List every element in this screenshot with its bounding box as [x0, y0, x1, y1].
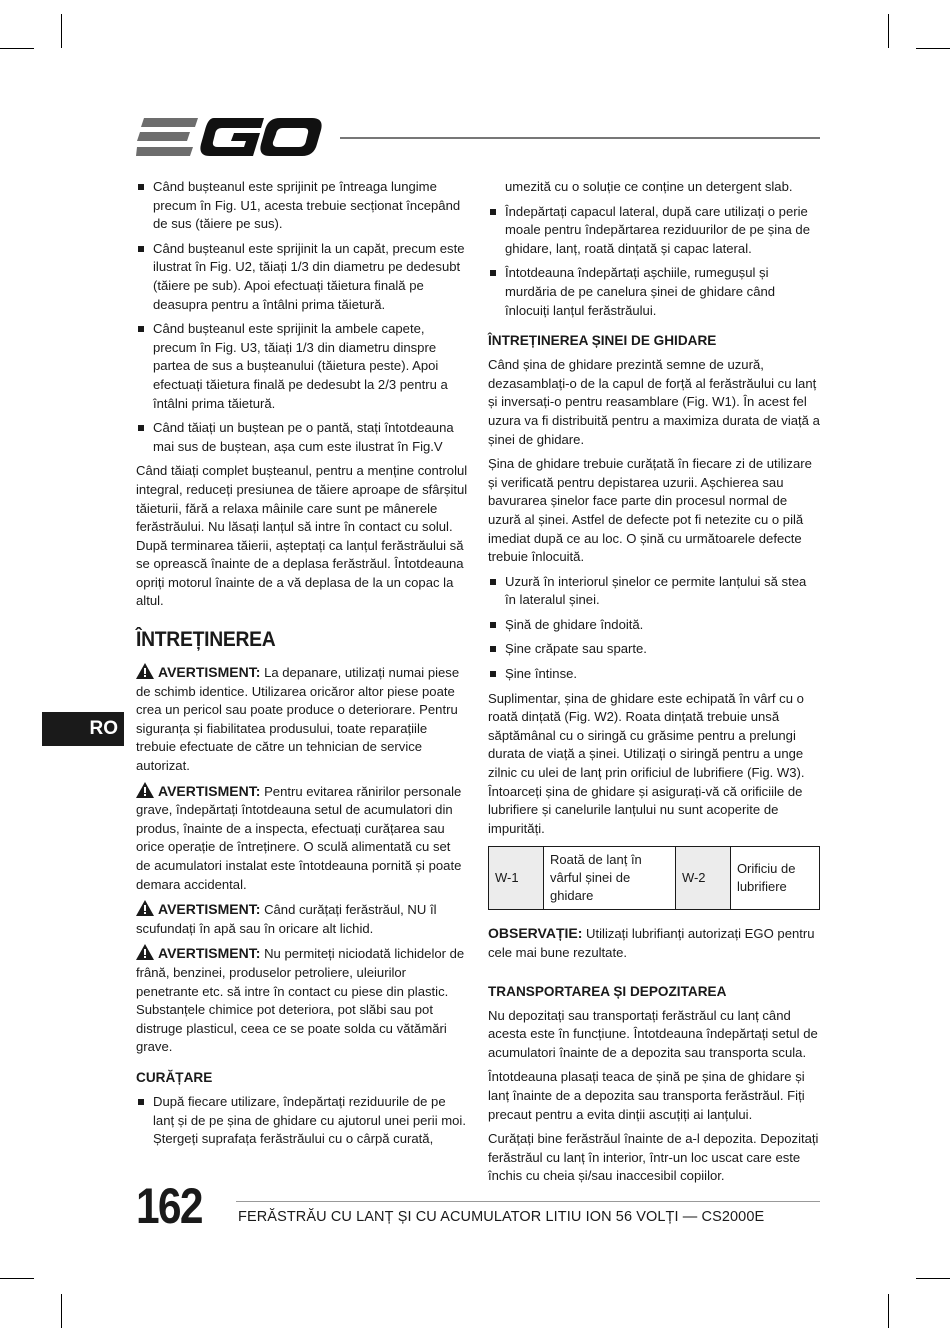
- list-item: Întotdeauna îndepărtați așchiile, rumegușul și murdăria de pe canelura șinei de ghidare când înlocuiți lanțul ferăstrăului.: [488, 264, 820, 320]
- maintenance-heading: ÎNTREȚINEREA: [136, 628, 276, 652]
- cleaning-bullets-continued: [488, 178, 820, 320]
- table-cell: W-2: [675, 847, 730, 910]
- list-item: Când tăiați un buștean pe o pantă, stați întotdeauna mai sus de buștean, așa cum este ilustrat în Fig.V: [136, 419, 468, 456]
- warning-2: AVERTISMENT: Pentru evitarea rănirilor personale grave, îndepărtați întotdeauna setul de acumulatori din produs, înainte de a inspecta, efectuați curățarea sau orice operație de întreținere. O sculă alimentată cu set de acumulatori instalat este întotdeauna pornită și poate demara accidental.: [136, 782, 462, 892]
- cleaning-bullets: [136, 1093, 468, 1149]
- storage-heading: TRANSPORTAREA ȘI DEPOZITAREA: [488, 983, 727, 999]
- warning-icon: [136, 900, 154, 916]
- right-column: [488, 178, 820, 1192]
- table-row: [489, 847, 820, 910]
- list-item: Îndepărtați capacul lateral, după care utilizați o perie moale pentru îndepărtarea reziduurilor de pe șina de ghidare, lanț, roată dințată și capac lateral.: [488, 203, 820, 259]
- list-item: Când bușteanul este sprijinit la ambele capete, precum în Fig. U3, tăiați 1/3 din diametru dinspre partea de sus a bușteanului (tăietura peste). Apoi efectuați tăietura finală pe dedesubt la 2/3 pentru a întâlni prima tăietură.: [136, 320, 468, 413]
- storage-paragraph-1: Nu depozitați sau transportați ferăstrăul cu lanț când acesta este în funcțiune. Întotdeauna îndepărtați setul de acumulatori înainte de a depozita sau transporta scula.: [488, 1007, 818, 1060]
- crop-mark: [916, 1278, 950, 1279]
- defect-bullets: [488, 573, 820, 684]
- list-item: Când bușteanul este sprijinit pe întreaga lungime precum în Fig. U1, acesta trebuie secționat începând de sus (tăiere pe sus).: [136, 178, 468, 234]
- cutting-bullets: [136, 178, 468, 456]
- warning-icon: [136, 782, 154, 798]
- bar-paragraph-1: Când șina de ghidare prezintă semne de uzură, dezasamblați-o de la capul de forță al ferăstrăului cu lanț și inversați-o pentru reasamblare (Fig. W1). În acest fel uzura va fi distribuită pentru a maximiza durata de viață a șinei de ghidare.: [488, 357, 820, 447]
- warning-icon: [136, 663, 154, 679]
- crop-mark: [888, 14, 889, 48]
- list-item: Când bușteanul este sprijinit la un capăt, precum este ilustrat în Fig. U2, tăiați 1/3 din diametru pe dedesubt (tăiere pe sub). Apoi efectuați tăietura finală pe deasupra pentru a întâlni prima tăietură.: [136, 240, 468, 314]
- ego-logo: [136, 116, 322, 158]
- crop-mark: [0, 48, 34, 49]
- bar-maintenance-heading: ÎNTREȚINEREA ȘINEI DE GHIDARE: [488, 333, 717, 349]
- storage-paragraph-2: Întotdeauna plasați teaca de șină pe șina de ghidare și lanț înainte de a depozita sau transporta ferăstrăul. Fiți precaut pentru a evita dinții ascuțiți ai lanțului.: [488, 1069, 805, 1122]
- warning-icon: [136, 944, 154, 960]
- list-item: După fiecare utilizare, îndepărtați reziduurile de pe lanț și de pe șina de ghidare cu ajutorul unei perii moi. Ștergeți suprafața ferăstrăului cu o cârpă curată,: [136, 1093, 468, 1149]
- warning-1: AVERTISMENT: La depanare, utilizați numai piese de schimb identice. Utilizarea oricăror altor piese poate crea un pericol sau poate produce o deteriorare. Pentru siguranța și fiabilitatea produsului, toate reparațiile trebuie efectuate de către un tehnician de service autorizat.: [136, 664, 460, 774]
- crop-mark: [61, 14, 62, 48]
- cutting-paragraph: Când tăiați complet bușteanul, pentru a menține controlul integral, reduceți presiunea de tăiere aproape de sfârșitul tăieturii, fără a relaxa mâinile care sunt pe mânerele ferăstrăului. Nu lăsați lanțul să intre în contact cu solul. După terminarea tăierii, așteptați ca lanțul ferăstrăului să se oprească înainte de a deplasa ferăstrăul. Întotdeauna opriți motorul înainte de a vă deplasa de la un copac la altul.: [136, 463, 468, 609]
- parts-table: [488, 846, 820, 910]
- bar-paragraph-3: Suplimentar, șina de ghidare este echipată în vârf cu o roată dințată (Fig. W2). Roata dințată trebuie unsă săptămânal cu o siringă cu grăsime pentru a prelungi durata de viață a șinei. Utilizați o siringă pentru a unge zilnic cu ulei de lanț prin orificiul de lubrifiere (Fig. W3). Întoarceți șina de ghidare și asigurați-vă că orificiile de lubrifiere și canelurile lanțului nu sunt acoperite de impurități.: [488, 690, 805, 836]
- table-cell: W-1: [489, 847, 544, 910]
- footer-rule: [236, 1201, 820, 1202]
- storage-paragraph-3: Curățați bine ferăstrăul înainte de a-l depozita. Depozitați ferăstrăul cu lanț în interior, într-un loc uscat care este închis cu cheia și/sau inaccesibil copiilor.: [488, 1131, 819, 1184]
- left-column: [136, 178, 468, 1155]
- footer-title: FERĂSTRĂU CU LANȚ ȘI CU ACUMULATOR LITIU ION 56 VOLȚI — CS2000E: [238, 1209, 765, 1225]
- list-item-continued: umezită cu o soluție ce conține un detergent slab.: [505, 179, 793, 194]
- bar-paragraph-2: Șina de ghidare trebuie curățată în fiecare zi de utilizare și verificată pentru depistarea uzurii. Așchierea sau bavurarea șinelor face parte din procesul normal de uzură al șinei. Astfel de defecte pot fi netezite cu o pilă imediat după ce au loc. O șină cu următoarele defecte trebuie înlocuită.: [488, 456, 812, 565]
- header-rule: [340, 137, 820, 139]
- list-item: Șină de ghidare îndoită.: [488, 616, 820, 635]
- list-item: Șine întinse.: [488, 665, 820, 684]
- cleaning-heading: CURĂȚARE: [136, 1069, 213, 1085]
- crop-mark: [888, 1294, 889, 1328]
- table-cell: Roată de lanț în vârful șinei de ghidare: [544, 847, 676, 910]
- crop-mark: [0, 1278, 34, 1279]
- language-tab: RO: [42, 712, 124, 746]
- page-number: 162: [136, 1178, 202, 1234]
- list-item: Șine crăpate sau sparte.: [488, 640, 820, 659]
- crop-mark: [916, 48, 950, 49]
- warning-3: AVERTISMENT: Când curățați ferăstrăul, NU îl scufundați în apă sau în oricare alt lichid.: [136, 901, 437, 936]
- list-item: Uzură în interiorul șinelor ce permite lanțului să stea în lateralul șinei.: [488, 573, 820, 610]
- table-cell: Orificiu de lubrifiere: [730, 847, 819, 910]
- crop-mark: [61, 1294, 62, 1328]
- warning-4: AVERTISMENT: Nu permiteți niciodată lichidelor de frână, benzinei, produselor petroliere, uleiurilor penetrante etc. să intre în contact cu piese din plastic. Substanțele chimice pot deteriora, pot slăbi sau pot distruge plasticul, ceea ce se poate solda cu vătămări grave.: [136, 945, 465, 1055]
- note: OBSERVAȚIE: Utilizați lubrifianți autorizați EGO pentru cele mai bune rezultate.: [488, 925, 815, 960]
